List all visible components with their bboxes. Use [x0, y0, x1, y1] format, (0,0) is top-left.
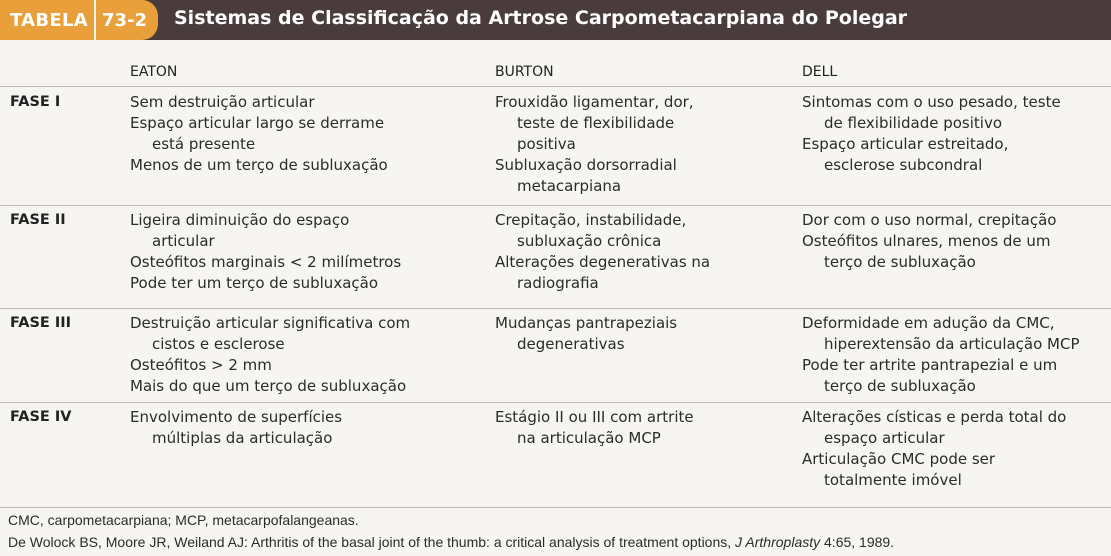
cell-line: na articulação MCP [517, 429, 661, 447]
cell-item [495, 407, 694, 449]
cell-item [802, 355, 1080, 397]
cell-line: Dor com o uso normal, crepitação [802, 211, 1057, 229]
row-stage-label: FASE II [10, 212, 66, 228]
cell-line: Alterações císticas e perda total do [802, 408, 1067, 426]
cell-item [130, 210, 401, 252]
tag-separator [94, 0, 96, 40]
cell-line: Ligeira diminuição do espaço [130, 211, 350, 229]
cell-item [130, 273, 401, 294]
cell-line: Sintomas com o uso pesado, teste [802, 93, 1061, 111]
cell-eaton [130, 407, 342, 449]
row-divider [0, 308, 1111, 309]
column-header-burton: BURTON [495, 64, 554, 80]
cell-line: Sem destruição articular [130, 93, 315, 111]
cell-eaton [130, 210, 401, 294]
cell-line: Mais do que um terço de subluxação [130, 377, 407, 395]
cell-item [802, 449, 1066, 491]
cell-burton [495, 313, 677, 355]
table-tag-label: TABELA [10, 9, 89, 31]
cell-burton [495, 92, 694, 197]
cell-item [130, 313, 410, 355]
cell-line: Envolvimento de superfícies [130, 408, 343, 426]
cell-line: Pode ter artrite pantrapezial e um [802, 356, 1058, 374]
cell-dell [802, 92, 1061, 176]
cell-line: Osteófitos > 2 mm [130, 356, 272, 374]
cell-line: Alterações degenerativas na [495, 253, 711, 271]
cell-line: Mudanças pantrapeziais [495, 314, 678, 332]
cell-eaton [130, 92, 388, 176]
cell-item [495, 210, 710, 252]
row-divider [0, 402, 1111, 403]
cell-item [802, 313, 1080, 355]
cell-item [802, 210, 1056, 231]
cell-item [495, 313, 677, 355]
cell-line: Espaço articular estreitado, [802, 135, 1009, 153]
cell-item [495, 92, 694, 155]
cell-item [802, 134, 1061, 176]
cell-line: múltiplas da articulação [152, 429, 333, 447]
table-tag [0, 0, 158, 40]
cell-item [802, 92, 1061, 134]
cell-item [130, 92, 388, 113]
cell-line: esclerose subcondral [824, 156, 983, 174]
table-tag-number: 73-2 [102, 9, 148, 31]
column-header-eaton: EATON [130, 64, 178, 80]
cell-line: Pode ter um terço de subluxação [130, 274, 378, 292]
cell-line: terço de subluxação [824, 253, 976, 271]
cell-item [130, 376, 410, 397]
cell-line: Osteófitos ulnares, menos de um [802, 232, 1051, 250]
cell-line: Articulação CMC pode ser [802, 450, 996, 468]
cell-line: hiperextensão da articulação MCP [824, 335, 1080, 353]
table-title: Sistemas de Classificação da Artrose Carpometacarpiana do Polegar [174, 7, 908, 29]
cell-line: metacarpiana [517, 177, 622, 195]
cell-line: teste de flexibilidade [517, 114, 675, 132]
cell-burton [495, 210, 710, 294]
cell-burton [495, 407, 694, 449]
row-divider [0, 205, 1111, 206]
cell-line: Crepitação, instabilidade, [495, 211, 687, 229]
cell-item [130, 113, 388, 155]
cell-item [130, 407, 342, 449]
row-stage-label: FASE I [10, 94, 61, 110]
cell-line: Destruição articular significativa com [130, 314, 411, 332]
cell-line: Osteófitos marginais < 2 milímetros [130, 253, 402, 271]
reference-journal: J Arthroplasty [735, 534, 821, 550]
cell-item [130, 252, 401, 273]
cell-line: articular [152, 232, 215, 250]
cell-line: de flexibilidade positivo [824, 114, 1003, 132]
footnote-abbreviations: CMC, carpometacarpiana; MCP, metacarpofalangeanas. [8, 512, 359, 528]
footnote-reference [8, 534, 894, 550]
cell-line: está presente [152, 135, 256, 153]
row-stage-label: FASE III [10, 315, 72, 331]
cell-item [802, 231, 1056, 273]
cell-item [495, 252, 710, 294]
cell-dell [802, 210, 1056, 273]
row-stage-label: FASE IV [10, 409, 72, 425]
cell-line: Deformidade em adução da CMC, [802, 314, 1055, 332]
reference-text: De Wolock BS, Moore JR, Weiland AJ: Arthritis of the basal joint of the thumb: a critical analysis of treatment options, [8, 534, 736, 550]
cell-line: totalmente imóvel [824, 471, 962, 489]
cell-line: Subluxação dorsorradial [495, 156, 677, 174]
cell-line: Menos de um terço de subluxação [130, 156, 388, 174]
cell-line: terço de subluxação [824, 377, 976, 395]
cell-item [130, 155, 388, 176]
cell-line: degenerativas [517, 335, 625, 353]
cell-dell [802, 407, 1066, 491]
cell-item [130, 355, 410, 376]
cell-line: radiografia [517, 274, 599, 292]
table-header-bar [0, 0, 1111, 40]
cell-item [495, 155, 694, 197]
cell-eaton [130, 313, 410, 397]
cell-line: positiva [517, 135, 576, 153]
cell-line: cistos e esclerose [152, 335, 285, 353]
column-header-dell: DELL [802, 64, 838, 80]
cell-line: Espaço articular largo se derrame [130, 114, 385, 132]
footer-divider [0, 507, 1111, 508]
cell-line: subluxação crônica [517, 232, 662, 250]
header-divider [0, 86, 1111, 87]
cell-dell [802, 313, 1080, 397]
cell-line: Frouxidão ligamentar, dor, [495, 93, 694, 111]
cell-item [802, 407, 1066, 449]
cell-line: Estágio II ou III com artrite [495, 408, 694, 426]
reference-volume: 4:65, 1989. [820, 534, 895, 550]
cell-line: espaço articular [824, 429, 945, 447]
